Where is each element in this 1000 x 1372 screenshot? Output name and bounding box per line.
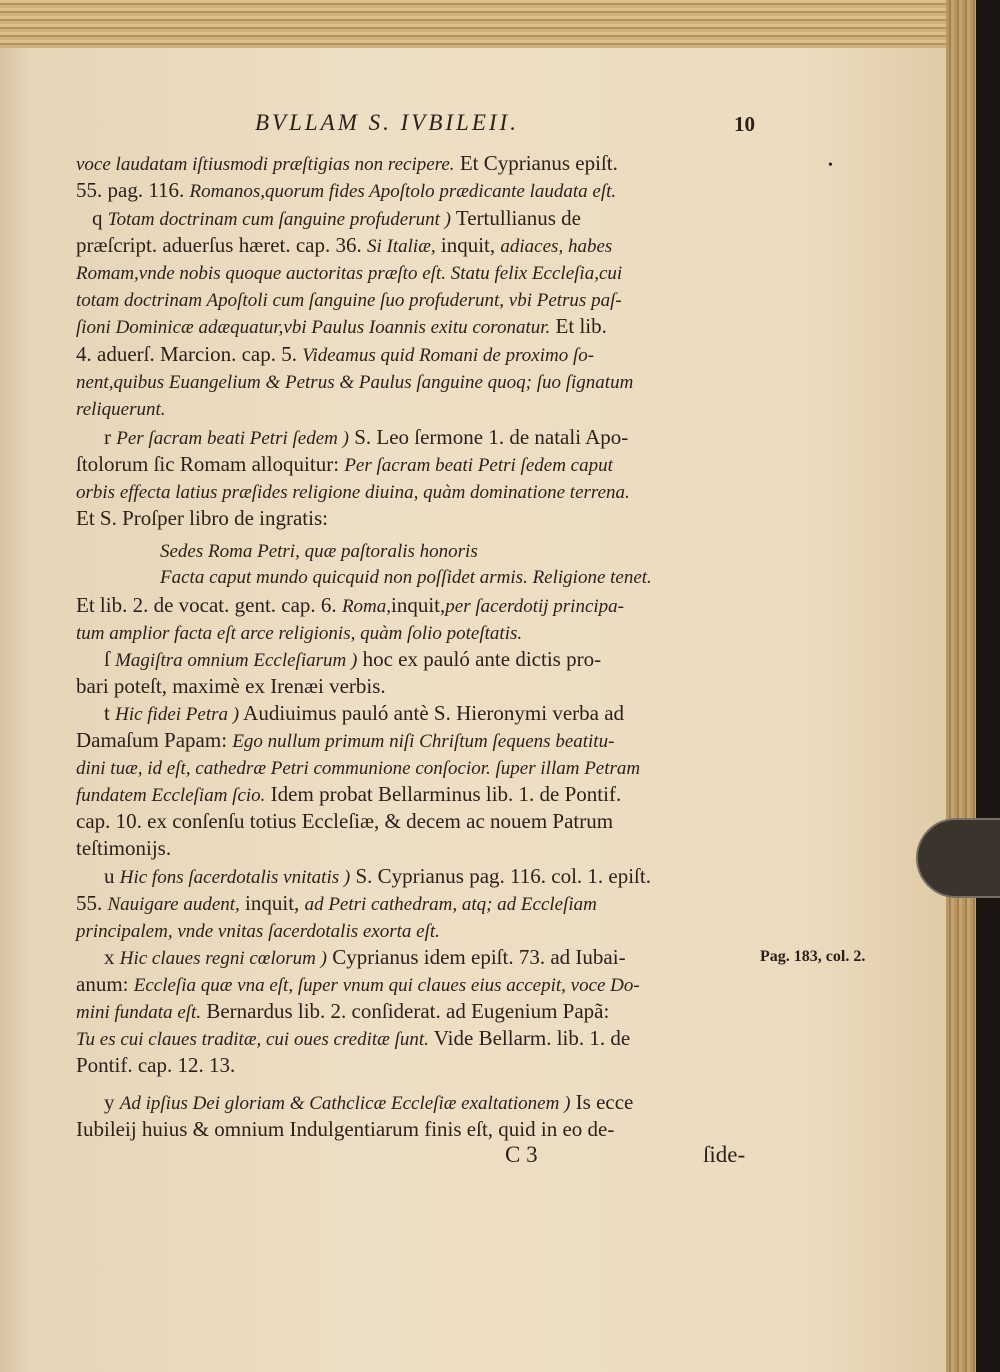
text-line: ſtolorum ſic Romam alloquitur: Per ſacram beati Petri ſedem caput (76, 452, 613, 476)
text-line: nent,quibus Euangelium & Petrus & Paulus ſanguine quoq; ſuo ſignatum (76, 372, 634, 393)
text-line: 55. pag. 116. Romanos,quorum fides Apoſtolo prædicante laudata eſt. (76, 178, 617, 202)
text-line: ſ Magiſtra omnium Eccleſiarum ) hoc ex pauló ante dictis pro- (104, 647, 602, 671)
text-line: anum: Eccleſia quæ vna eſt, ſuper vnum qui claues eius accepit, voce Do- (76, 972, 640, 996)
text-line: reliquerunt. (76, 399, 166, 420)
text-line: Et lib. 2. de vocat. gent. cap. 6. Roma,inquit,per ſacerdotij principa- (76, 593, 624, 617)
running-title: BVLLAM S. IVBILEII. (255, 110, 519, 135)
text-line: Sedes Roma Petri, quæ paſtoralis honoris (160, 541, 478, 562)
text-line: voce laudatam iſtiusmodi præſtigias non recipere. Et Cyprianus epiſt. (76, 151, 618, 175)
text-line: x Hic claues regni cœlorum ) Cyprianus idem epiſt. 73. ad Iubai- (104, 945, 626, 969)
ink-mark: • (828, 158, 833, 173)
text-line: r Per ſacram beati Petri ſedem ) S. Leo ſermone 1. de natali Apo- (104, 425, 629, 449)
text-line: bari poteſt, maximè ex Irenæi verbis. (76, 674, 386, 698)
text-line: cap. 10. ex conſenſu totius Eccleſiæ, & decem ac nouem Patrum (76, 809, 614, 833)
text-line: y Ad ipſius Dei gloriam & Cathclicæ Eccleſiæ exaltationem ) Is ecce (104, 1090, 634, 1114)
folio-number: 10 (734, 112, 755, 136)
text-line: ſioni Dominicæ adæquatur,vbi Paulus Ioannis exitu coronatur. Et lib. (76, 314, 607, 338)
text-line: orbis effecta latius præſides religione diuina, quàm dominatione terrena. (76, 482, 630, 503)
text-line: 55. Nauigare audent, inquit, ad Petri cathedram, atq; ad Eccleſiam (76, 891, 597, 915)
text-line: dini tuæ, id eſt, cathedræ Petri communione conſocior. ſuper illam Petram (76, 758, 641, 779)
text-line: præſcript. aduerſus hæret. cap. 36. Si Italiæ, inquit, adiaces, habes (76, 233, 613, 257)
text-line: Damaſum Papam: Ego nullum primum niſi Chriſtum ſequens beatitu- (76, 728, 615, 752)
text-line: Facta caput mundo quicquid non poſſidet armis. Religione tenet. (160, 567, 652, 588)
text-line: Et S. Proſper libro de ingratis: (76, 506, 328, 530)
text-line: principalem, vnde vnitas ſacerdotalis exorta eſt. (76, 921, 440, 942)
page-stack-right-edge (946, 0, 976, 1372)
text-line: Romam,vnde nobis quoque auctoritas præſto eſt. Statu felix Eccleſia,cui (76, 263, 623, 284)
catchword: ſide- (703, 1142, 746, 1167)
text-line: 4. aduerſ. Marcion. cap. 5. Videamus quid Romani de proximo ſo- (76, 342, 595, 366)
text-line: Pontif. cap. 12. 13. (76, 1053, 236, 1077)
text-line: Tu es cui claues traditæ, cui oues creditæ ſunt. Vide Bellarm. lib. 1. de (76, 1026, 631, 1050)
text-line: q Totam doctrinam cum ſanguine profuderunt ) Tertullianus de (92, 206, 581, 230)
text-line: Iubileij huius & omnium Indulgentiarum finis eſt, quid in eo de- (76, 1117, 615, 1141)
text-line: teſtimonijs. (76, 836, 172, 860)
text-line: tum amplior facta eſt arce religionis, quàm ſolio poteſtatis. (76, 623, 523, 644)
text-line: totam doctrinam Apoſtoli cum ſanguine ſuo profuderunt, vbi Petrus paſ- (76, 290, 622, 311)
text-line: fundatem Eccleſiam ſcio. Idem probat Bellarminus lib. 1. de Pontif. (76, 782, 622, 806)
text-line: mini fundata eſt. Bernardus lib. 2. conſiderat. ad Eugenium Papã: (76, 999, 610, 1023)
margin-note: Pag. 183, col. 2. (760, 948, 866, 965)
text-line: u Hic fons ſacerdotalis vnitatis ) S. Cyprianus pag. 116. col. 1. epiſt. (104, 864, 651, 888)
text-line: t Hic fidei Petra ) Audiuimus pauló antè S. Hieronymi verba ad (104, 701, 625, 725)
page-stack-top-edge (0, 0, 946, 48)
signature-mark: C 3 (505, 1142, 538, 1167)
binding-clip (916, 818, 1000, 898)
